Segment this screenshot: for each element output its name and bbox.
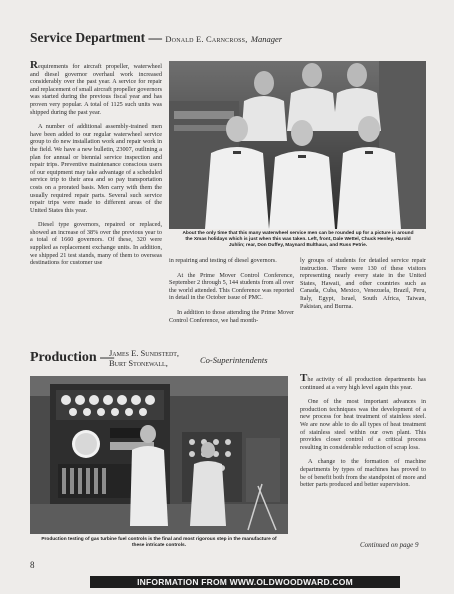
production-column [300, 372, 426, 496]
service-middle-paragraph-3: In addition to those attending the Prime Mover Control Conference, we had month- [169, 308, 294, 324]
production-photo [30, 376, 288, 534]
production-paragraph-1: The activity of all production departments has continued at a very high level again this year. [300, 372, 426, 391]
production-photo-illustration [30, 376, 288, 534]
service-middle-column [169, 257, 294, 331]
service-photo-caption: About the only time that this many waterwheel service men can be rounded up for a picture is around the Xmas holidays which is just when this was taken. Left, front, Dale Wettel, Chuck Henley, Harold Juhlin; rear, Don Duffey, Maynard Bulthaus, and Russ Petrie. [182, 231, 414, 248]
service-heading: Service Department — Donald E. Carncross, Manager [30, 30, 283, 45]
service-middle-paragraph-2: At the Prime Mover Control Conference, September 2 through 5, 144 students from all over the world attended. This Conference was reported in detail in the October issue of PMC. [169, 271, 294, 302]
service-team-photo [169, 61, 426, 229]
production-person-2: Burt Stonewall, [109, 357, 168, 368]
service-manager-name: Donald E. Carncross, [165, 34, 248, 44]
production-paragraph-2: One of the most important advances in production techniques was the development of a new process for heat treatment of stainless steel. We are now able to do all types of heat treatment of stainless steel within our own plant. This provides closer control of a critical process resulting in considerable reduction of scrap loss. [300, 398, 426, 451]
service-manager-role: Manager [250, 34, 283, 44]
service-left-column [30, 59, 162, 274]
service-middle-paragraph-1: in repairing and testing of diesel governors. [169, 257, 277, 264]
production-paragraph-3: A change to the formation of machine departments by types of machines has proved to be of benefit both from the standpoint of more and better parts produced and better supervision. [300, 458, 426, 489]
production-person-1: James E. Sundstedt, [109, 348, 180, 358]
production-heading: Production — [30, 350, 115, 365]
service-team-photo-illustration [169, 61, 426, 229]
production-dropcap: T [300, 372, 308, 384]
production-photo-caption: Production testing of gas turbine fuel controls is the final and most rigorous step in the manufacture of these intricate controls. [41, 537, 277, 548]
service-paragraph-3: Diesel type governors, repaired or replaced, showed an increase of 38% over the previous year to a total of 1660 governors. Of these, 320 were supplied as replacement exchange units. In addition, we shipped 21 test stands, many of them to overseas destinations for customer use [30, 221, 162, 267]
service-dropcap: R [30, 59, 38, 71]
page-number: 8 [30, 560, 35, 570]
production-superintendents [109, 349, 179, 368]
footer-banner: INFORMATION FROM WWW.OLDWOODWARD.COM [90, 576, 400, 588]
service-paragraph-1: Requirements for aircraft propeller, waterwheel and diesel governor overhaul work increased considerably over the past year. A service for repair and replacement of small aircraft propeller governors was started during the previous fiscal year and has proven very popular. A total of 1125 such units was shipped during the past year. [30, 59, 162, 116]
service-right-paragraph-1: ly groups of students for detailed service repair instruction. There were 130 of these visitors representing nearly every state in the United States, Hawaii, and other countries such as Canada, Cuba, Mexico, Venezuela, Brazil, Peru, Italy, Egypt, Israel, South Africa, Taiwan, Pakistan, and Burma. [300, 257, 426, 310]
continued-note: Continued on page 9 [360, 541, 419, 549]
service-paragraph-2: A number of additional assembly-trained men have been added to our regular waterwheel service group to do new installation work and repair work in the field. We have a new bulletin, 23007, outlining a plan for annual or biennial service inspection and repair trips. Preventive maintenance conscious users of our equipment may take advantage of a scheduled service trip to their area and so pay transportation costs on a prorated basis. Men carry with them the usually required repair parts. Several such service repair trips were made to different areas of the United States this year. [30, 123, 162, 214]
production-role: Co-Superintendents [200, 355, 268, 365]
service-right-column [300, 257, 426, 317]
